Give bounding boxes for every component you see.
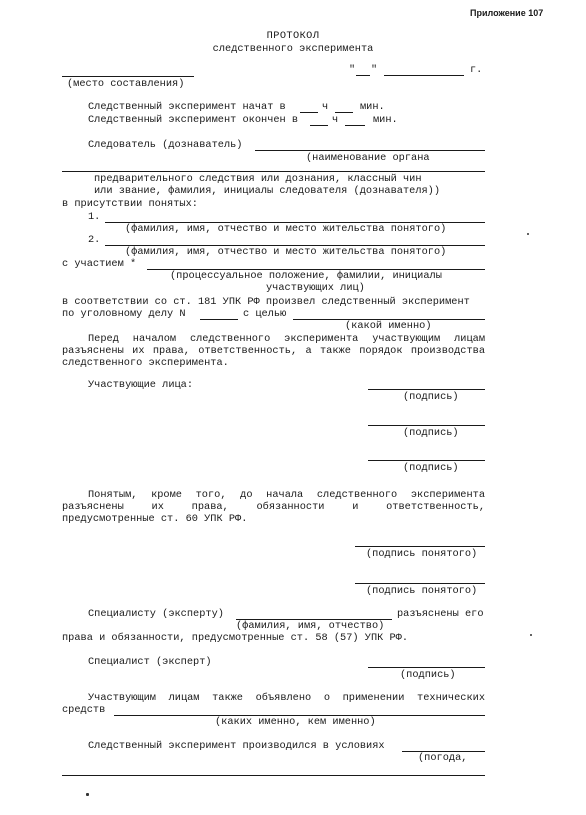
rights-paragraph-line-1: Перед началом следственного эксперимента участвующим лицам [88,333,485,345]
start-hours-unit: ч [322,101,329,113]
specialist-label: Специалисту (эксперту) [88,608,224,620]
investigator-label: Следователь (дознаватель) [88,139,243,151]
investigator-hint-3: или звание, фамилия, инициалы следователя (дознавателя)) [94,185,441,197]
specialist-signature-line[interactable] [368,667,485,668]
tech-prefix: средств [62,704,106,716]
witness-2-number: 2. [88,234,101,246]
investigator-field-line-2[interactable] [62,171,485,172]
start-time-label: Следственный эксперимент начат в [88,101,286,113]
year-suffix: г. [470,64,483,76]
investigator-hint-1: (наименование органа [306,152,430,164]
document-title: ПРОТОКОЛ [266,30,320,42]
specialist-sign-label: Специалист (эксперт) [88,656,212,668]
witness-signature-hint-2: (подпись понятого) [366,585,478,597]
specialist-rights: права и обязанности, предусмотренные ст. 58 (57) УПК РФ. [62,632,409,644]
witness-rights-line-3: предусмотренные ст. 60 УПК РФ. [62,513,248,525]
scan-speck [530,634,532,636]
participant-signature-hint-3: (подпись) [403,462,459,474]
conditions-field-2[interactable] [62,775,485,776]
end-minute-field[interactable] [345,125,365,126]
witness-2-hint: (фамилия, имя, отчество и место жительства понятого) [125,246,447,258]
witness-rights-line-2: разъяснены их права, обязанности и ответственность, [62,501,485,513]
day-field-line[interactable] [356,75,370,76]
participant-signature-line-2[interactable] [368,425,485,426]
basis-line-1: в соответствии со ст. 181 УПК РФ произвел следственный эксперимент [62,296,470,308]
start-minutes-unit: мин. [360,101,385,113]
place-field-line[interactable] [62,76,194,77]
participant-signature-hint-1: (подпись) [403,391,459,403]
witness-1-hint: (фамилия, имя, отчество и место жительства понятого) [125,223,447,235]
appendix-label: Приложение 107 [470,8,544,18]
scan-speck [86,793,89,796]
start-minute-field[interactable] [335,112,353,113]
end-minutes-unit: мин. [373,114,398,126]
witness-1-number: 1. [88,211,101,223]
purpose-hint: (какой именно) [345,320,432,332]
specialist-after: разъяснены его [397,608,484,620]
end-time-label: Следственный эксперимент окончен в [88,114,299,126]
conditions-label: Следственный эксперимент производился в условиях [88,740,385,752]
participation-label: с участием * [62,258,137,270]
tech-line-1: Участвующим лицам также объявлено о применении технических [88,692,485,704]
witness-signature-hint-1: (подпись понятого) [366,548,478,560]
specialist-hint: (фамилия, имя, отчество) [236,620,385,632]
date-quote-close: " [371,64,378,76]
investigator-hint-2: предварительного следствия или дознания, классный чин [94,173,422,185]
participants-label: Участвующие лица: [88,379,194,391]
end-hours-unit: ч [332,114,339,126]
start-hour-field[interactable] [300,112,318,113]
participation-hint-2: участвующих лиц) [266,282,365,294]
investigator-field-line[interactable] [255,150,485,151]
conditions-hint: (погода, [418,752,468,764]
specialist-signature-hint: (подпись) [400,669,456,681]
participation-hint-1: (процессуальное положение, фамилии, инициалы [170,270,442,282]
witness-rights-line-1: Понятым, кроме того, до начала следственного эксперимента [88,489,485,501]
place-hint: (место составления) [67,78,185,90]
witness-signature-line-1[interactable] [355,546,485,547]
tech-hint: (каких именно, кем именно) [215,716,376,728]
case-purpose-label: с целью [243,308,287,320]
participant-signature-line-3[interactable] [368,460,485,461]
case-number-field[interactable] [200,319,238,320]
end-hour-field[interactable] [310,125,328,126]
rights-paragraph-line-2: разъяснены их права, ответственность, а также порядок производства [62,345,485,357]
case-prefix: по уголовному делу N [62,308,186,320]
date-quote-open: " [349,64,356,76]
scan-speck [527,233,529,235]
document-subtitle: следственного эксперимента [212,43,374,55]
witness-signature-line-2[interactable] [355,583,485,584]
month-field-line[interactable] [384,75,464,76]
witnesses-intro: в присутствии понятых: [62,198,198,210]
participant-signature-hint-2: (подпись) [403,427,459,439]
rights-paragraph-line-3: следственного эксперимента. [62,357,229,369]
participant-signature-line-1[interactable] [368,389,485,390]
